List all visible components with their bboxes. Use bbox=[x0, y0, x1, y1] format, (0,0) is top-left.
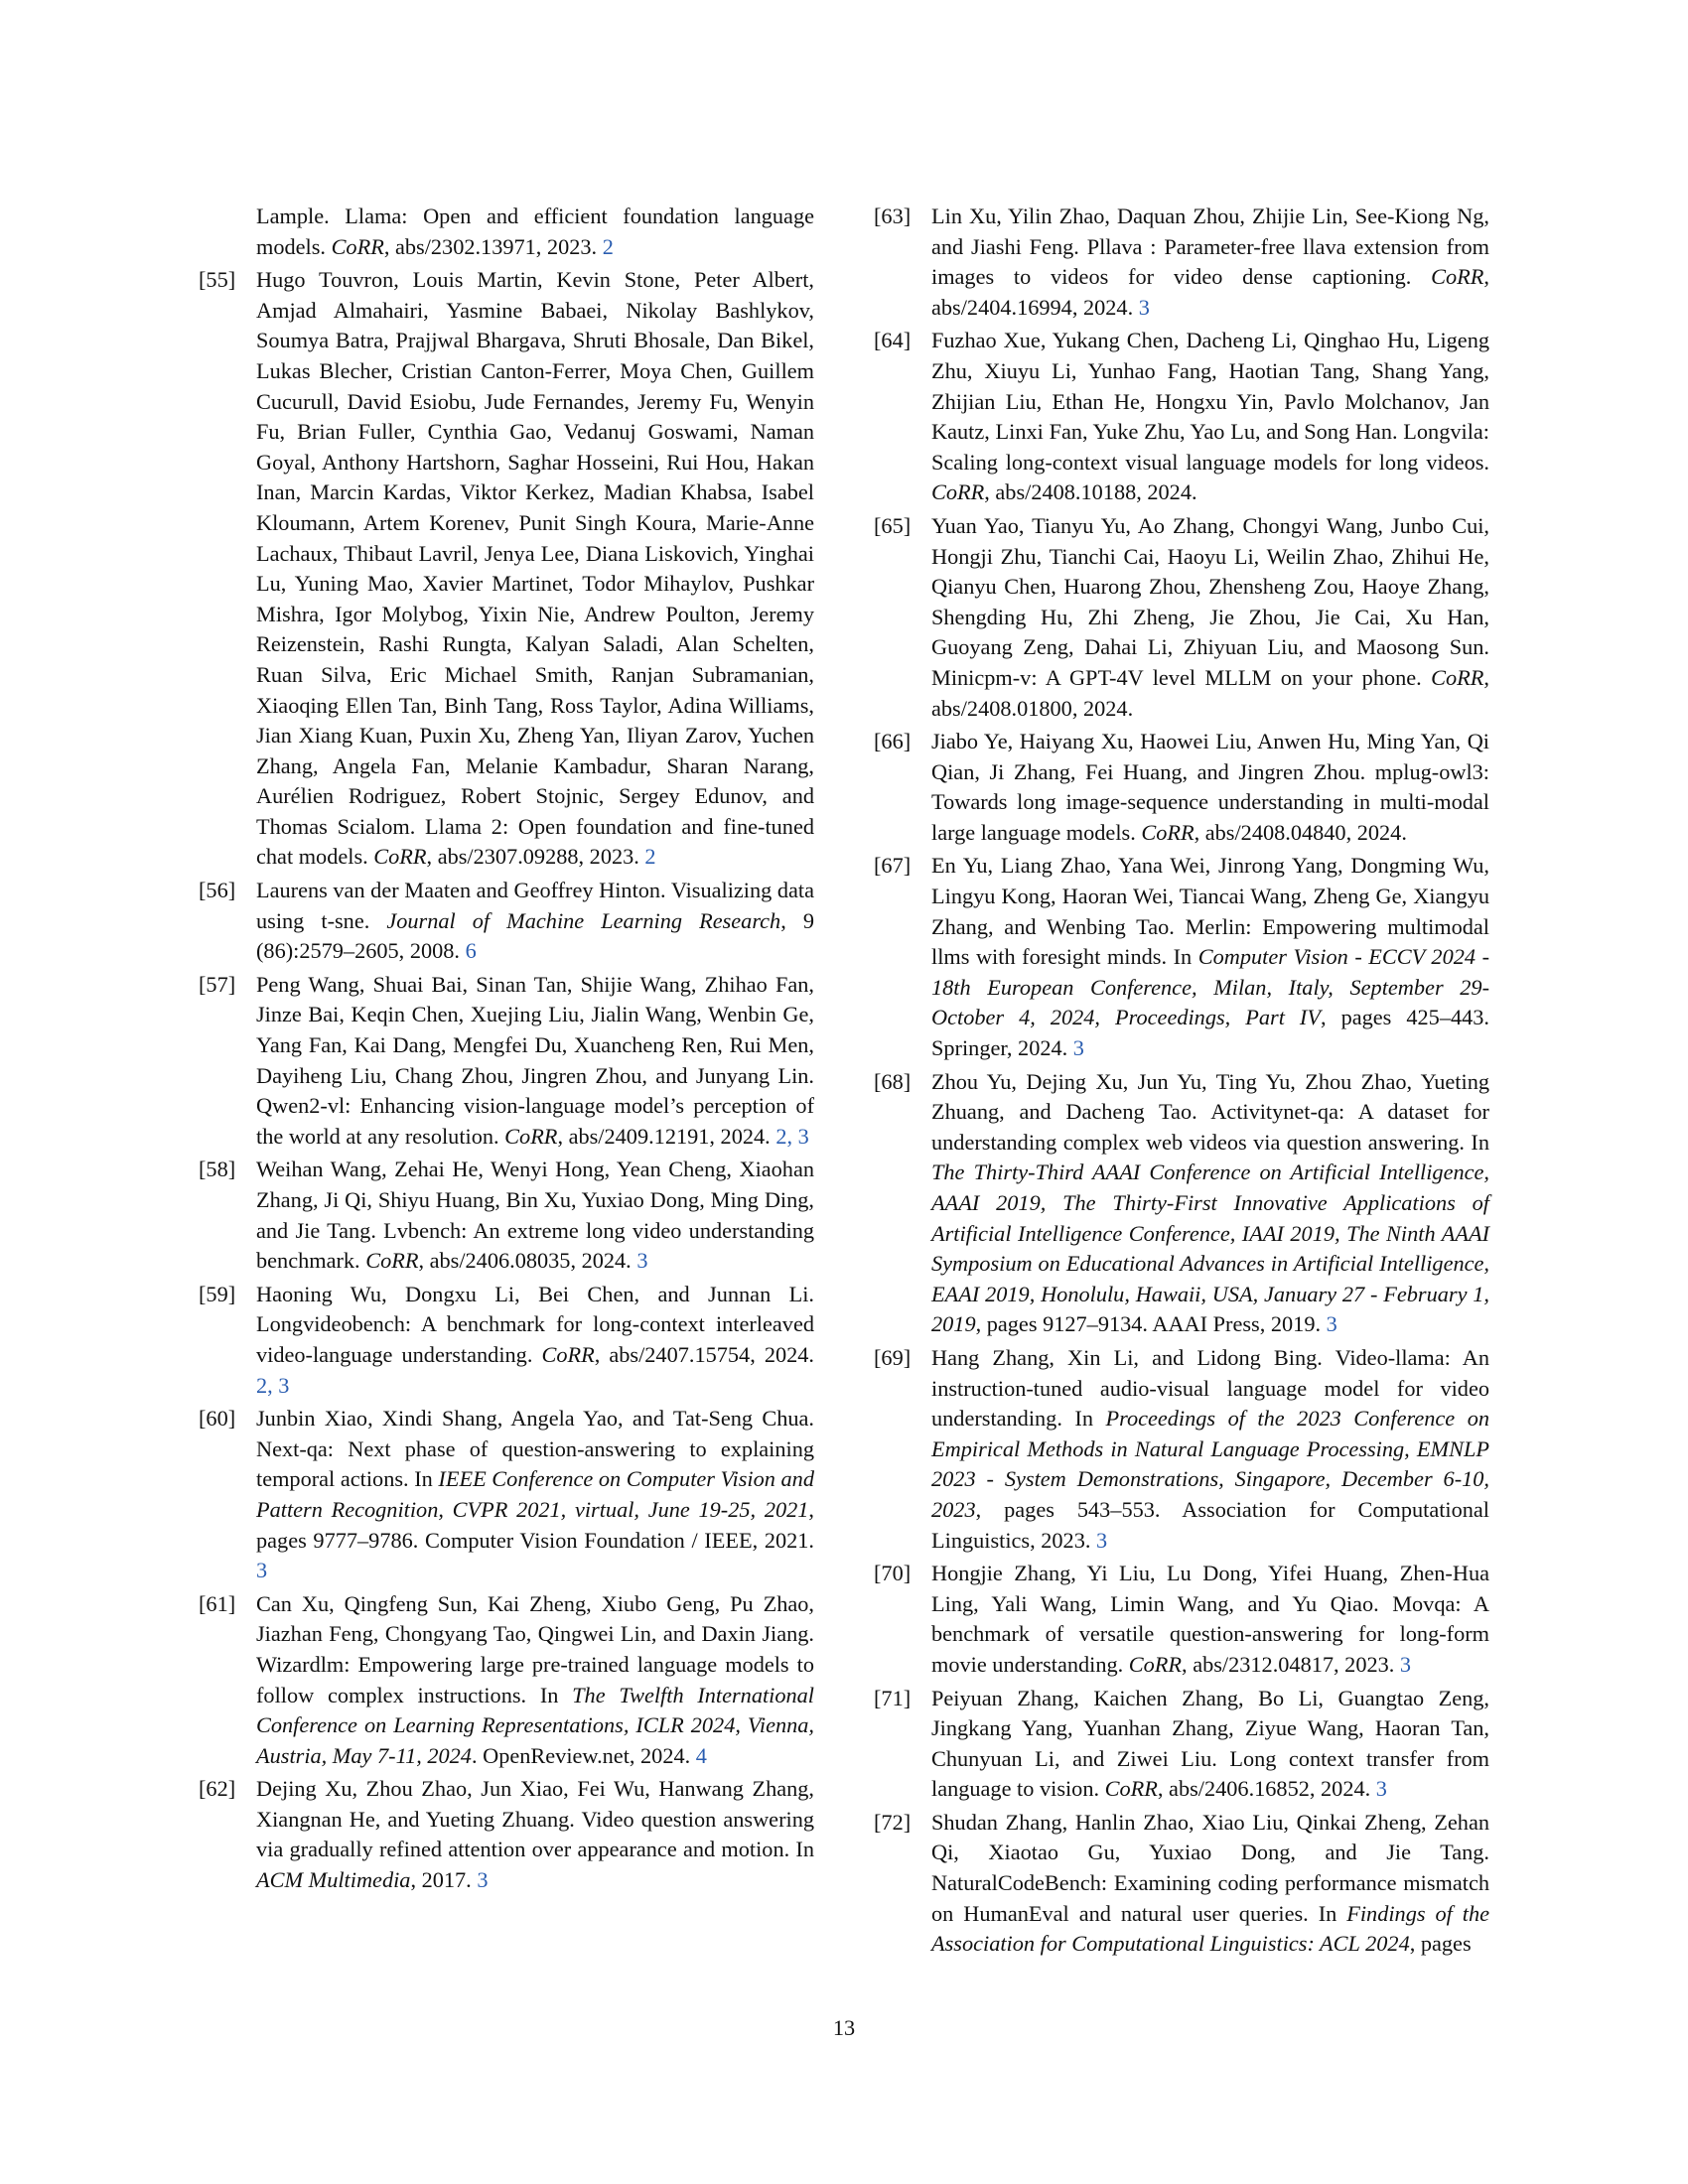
reference-text: Jiabo Ye, Haiyang Xu, Haowei Liu, Anwen Hu, Ming Yan, Qi Qian, Ji Zhang, Fei Huang, and Jingren Zhou. mplug-owl3: Towards long image-sequence understanding in multi-modal large language models. bbox=[931, 729, 1489, 845]
reference-entry bbox=[199, 1404, 814, 1586]
reference-venue: Computer Vision - ECCV 2024 - 18th European Conference, Milan, Italy, September 29-October 4, 2024, Proceedings, Part IV bbox=[931, 944, 1489, 1030]
reference-entry bbox=[199, 1774, 814, 1895]
reference-number: [72] bbox=[874, 1809, 912, 1835]
backref-link[interactable]: 2, 3 bbox=[256, 1372, 290, 1398]
reference-details: , abs/2302.13971, 2023. bbox=[383, 233, 603, 259]
reference-venue: IEEE Conference on Computer Vision and Pattern Recognition, CVPR 2021, virtual, June 19-25, 2021 bbox=[256, 1466, 814, 1522]
reference-text: Hang Zhang, Xin Li, and Lidong Bing. Video-llama: An instruction-tuned audio-visual language model for video understanding. In bbox=[931, 1344, 1489, 1432]
backref-link[interactable]: 3 bbox=[1375, 1776, 1387, 1802]
reference-text: Can Xu, Qingfeng Sun, Kai Zheng, Xiubo Geng, Pu Zhao, Jiazhan Feng, Chongyang Tao, Qingwei Lin, and Daxin Jiang. Wizardlm: Empowering large pre-trained language models to follow complex instructions. In bbox=[256, 1590, 814, 1707]
reference-number: [69] bbox=[874, 1344, 912, 1370]
page-number: 13 bbox=[832, 2015, 856, 2040]
reference-text: Zhou Yu, Dejing Xu, Jun Yu, Ting Yu, Zhou Zhao, Yueting Zhuang, and Dacheng Tao. Activitynet-qa: A dataset for understanding complex web videos via question answering. In bbox=[931, 1068, 1489, 1155]
reference-entry bbox=[199, 970, 814, 1153]
reference-number: [63] bbox=[874, 204, 912, 228]
reference-number: [58] bbox=[199, 1157, 236, 1182]
reference-entry bbox=[874, 511, 1489, 724]
reference-venue: CoRR bbox=[1431, 664, 1484, 690]
reference-venue: CoRR bbox=[373, 844, 427, 870]
reference-text: Laurens van der Maaten and Geoffrey Hinton. Visualizing data using t-sne. bbox=[256, 878, 814, 933]
reference-details: , abs/2307.09288, 2023. bbox=[426, 844, 645, 870]
reference-text: En Yu, Liang Zhao, Yana Wei, Jinrong Yang, Dongming Wu, Lingyu Kong, Haoran Wei, Tiancai Wang, Zheng Ge, Xiangyu Zhang, and Wenbing Tao. Merlin: Empowering multimodal llms with foresight minds. In bbox=[931, 853, 1489, 970]
reference-details: , pages 9777–9786. Computer Vision Foundation / IEEE, 2021. bbox=[256, 1496, 814, 1553]
reference-entry bbox=[874, 1343, 1489, 1556]
reference-number: [64] bbox=[874, 328, 912, 353]
reference-details: , abs/2406.08035, 2024. bbox=[418, 1248, 637, 1274]
reference-text: Lample. Llama: Open and efficient foundation language models. bbox=[256, 204, 814, 259]
backref-link[interactable]: 3 bbox=[477, 1867, 489, 1893]
reference-text: Lin Xu, Yilin Zhao, Daquan Zhou, Zhijie Lin, See-Kiong Ng, and Jiashi Feng. Pllava : Parameter-free llava extension from images to videos for video dense captioning. bbox=[931, 204, 1489, 290]
reference-details: , abs/2408.04840, 2024. bbox=[1194, 819, 1407, 845]
reference-details: , pages 9127–9134. AAAI Press, 2019. bbox=[975, 1311, 1327, 1337]
reference-details: , abs/2404.16994, 2024. bbox=[931, 264, 1489, 320]
reference-venue: CoRR bbox=[365, 1248, 419, 1274]
reference-text: Hongjie Zhang, Yi Liu, Lu Dong, Yifei Huang, Zhen-Hua Ling, Yali Wang, Limin Wang, and Yu Qiao. Movqa: A benchmark of versatile question-answering for long-form movie understanding. bbox=[931, 1561, 1489, 1677]
reference-entry bbox=[874, 1684, 1489, 1805]
reference-venue: CoRR bbox=[1141, 819, 1195, 845]
backref-link[interactable]: 6 bbox=[465, 938, 477, 964]
backref-link[interactable]: 3 bbox=[1326, 1311, 1337, 1337]
reference-text: Shudan Zhang, Hanlin Zhao, Xiao Liu, Qinkai Zheng, Zehan Qi, Xiaotao Gu, Yuxiao Dong, and Jie Tang. NaturalCodeBench: Examining coding performance mismatch on HumanEval and natural user queries. In bbox=[931, 1809, 1489, 1926]
reference-venue: The Twelfth International Conference on Learning Representations, ICLR 2024, Vienna, Austria, May 7-11, 2024 bbox=[256, 1682, 814, 1768]
reference-number: [66] bbox=[874, 729, 912, 754]
reference-entry bbox=[874, 202, 1489, 323]
reference-number: [61] bbox=[199, 1590, 236, 1616]
reference-number: [65] bbox=[874, 512, 912, 538]
reference-details: , abs/2407.15754, 2024. bbox=[594, 1341, 814, 1367]
reference-venue: CoRR bbox=[504, 1123, 558, 1149]
reference-entry bbox=[199, 202, 814, 262]
reference-text: Dejing Xu, Zhou Zhao, Jun Xiao, Fei Wu, Hanwang Zhang, Xiangnan He, and Yueting Zhuang. Video question answering via gradually refined attention over appearance and motion. In bbox=[256, 1776, 814, 1862]
backref-link[interactable]: 4 bbox=[695, 1742, 707, 1768]
backref-link[interactable]: 2 bbox=[602, 233, 614, 259]
reference-entry bbox=[199, 876, 814, 967]
backref-link[interactable]: 3 bbox=[1072, 1035, 1084, 1061]
reference-venue: CoRR bbox=[931, 479, 985, 505]
backref-link[interactable]: 2, 3 bbox=[775, 1123, 809, 1149]
backref-link[interactable]: 3 bbox=[636, 1248, 648, 1274]
reference-text: Peng Wang, Shuai Bai, Sinan Tan, Shijie Wang, Zhihao Fan, Jinze Bai, Keqin Chen, Xuejing Liu, Jialin Wang, Wenbin Ge, Yang Fan, Kai Dang, Mengfei Du, Xuancheng Ren, Rui Men, Dayiheng Liu, Chang Zhou, Jingren Zhou, and Junyang Lin. Qwen2-vl: Enhancing vision-language model’s perception of the world at any resolution. bbox=[256, 971, 814, 1149]
reference-number: [56] bbox=[199, 878, 236, 903]
reference-number: [55] bbox=[199, 267, 236, 293]
right-column bbox=[874, 202, 1489, 1963]
reference-number: [57] bbox=[199, 971, 236, 997]
reference-number: [67] bbox=[874, 853, 912, 879]
reference-venue: CoRR bbox=[1431, 264, 1484, 290]
reference-text: Haoning Wu, Dongxu Li, Bei Chen, and Junnan Li. Longvideobench: A benchmark for long-context interleaved video-language understanding. bbox=[256, 1281, 814, 1367]
reference-details: , abs/2312.04817, 2023. bbox=[1182, 1651, 1400, 1677]
reference-entry bbox=[874, 1559, 1489, 1680]
reference-entry bbox=[874, 1067, 1489, 1340]
reference-venue: Journal of Machine Learning Research bbox=[386, 907, 781, 933]
reference-text: Junbin Xiao, Xindi Shang, Angela Yao, and Tat-Seng Chua. Next-qa: Next phase of question-answering to explaining temporal actions. In bbox=[256, 1406, 814, 1492]
reference-details: , 9 (86):2579–2605, 2008. bbox=[256, 907, 815, 964]
reference-venue: ACM Multimedia bbox=[256, 1867, 411, 1893]
backref-link[interactable]: 3 bbox=[1096, 1527, 1108, 1553]
reference-text: Weihan Wang, Zehai He, Wenyi Hong, Yean Cheng, Xiaohan Zhang, Ji Qi, Shiyu Huang, Bin Xu, Yuxiao Dong, Ming Ding, and Jie Tang. Lvbench: An extreme long video understanding benchmark. bbox=[256, 1157, 814, 1274]
reference-venue: CoRR bbox=[541, 1341, 595, 1367]
backref-link[interactable]: 3 bbox=[1138, 294, 1150, 320]
reference-entry bbox=[874, 851, 1489, 1063]
reference-entry bbox=[199, 1155, 814, 1276]
reference-details: , 2017. bbox=[410, 1867, 478, 1893]
reference-number: [60] bbox=[199, 1406, 236, 1432]
reference-venue: CoRR bbox=[331, 233, 384, 259]
left-column bbox=[199, 202, 814, 1899]
reference-number: [59] bbox=[199, 1281, 236, 1306]
reference-number: [70] bbox=[874, 1561, 912, 1586]
reference-text: Peiyuan Zhang, Kaichen Zhang, Bo Li, Guangtao Zeng, Jingkang Yang, Yuanhan Zhang, Ziyue Wang, Haoran Tan, Chunyuan Li, and Ziwei Liu. Long context transfer from language to vision. bbox=[931, 1685, 1489, 1802]
reference-details: , abs/2406.16852, 2024. bbox=[1157, 1776, 1376, 1802]
reference-venue: Findings of the Association for Computational Linguistics: ACL 2024 bbox=[931, 1900, 1489, 1957]
backref-link[interactable]: 3 bbox=[1399, 1651, 1412, 1677]
reference-venue: CoRR bbox=[1104, 1776, 1158, 1802]
backref-link[interactable]: 3 bbox=[256, 1558, 268, 1583]
reference-text: Yuan Yao, Tianyu Yu, Ao Zhang, Chongyi Wang, Junbo Cui, Hongji Zhu, Tianchi Cai, Haoyu Li, Weilin Zhao, Zhihui He, Qianyu Chen, Huarong Zhou, Zhensheng Zou, Haoye Zhang, Shengding Hu, Zhi Zheng, Jie Zhou, Jie Cai, Xu Han, Guoyang Zeng, Dahai Li, Zhiyuan Liu, and Maosong Sun. Minicpm-v: A GPT-4V level MLLM on your phone. bbox=[931, 512, 1489, 690]
reference-entry bbox=[874, 1808, 1489, 1960]
reference-number: [62] bbox=[199, 1776, 236, 1802]
reference-venue: Proceedings of the 2023 Conference on Empirical Methods in Natural Language Processing, EMNLP 2023 - System Demonstrations, Singapore, December 6-10, 2023 bbox=[931, 1406, 1489, 1522]
reference-details: , pages 543–553. Association for Computational Linguistics, 2023. bbox=[931, 1496, 1489, 1553]
reference-number: [71] bbox=[874, 1685, 912, 1710]
reference-venue: The Thirty-Third AAAI Conference on Artificial Intelligence, AAAI 2019, The Thirty-First Innovative Applications of Artificial Intelligence Conference, IAAI 2019, The Ninth AAAI Symposium on Educational Advances in Artificial Intelligence, EAAI 2019, Honolulu, Hawaii, USA, January 27 - February 1, 2019 bbox=[931, 1160, 1489, 1337]
reference-entry bbox=[874, 727, 1489, 848]
reference-entry bbox=[199, 1589, 814, 1772]
reference-details: , abs/2408.01800, 2024. bbox=[931, 664, 1489, 721]
reference-details: , abs/2408.10188, 2024. bbox=[984, 479, 1197, 505]
reference-text: Fuzhao Xue, Yukang Chen, Dacheng Li, Qinghao Hu, Ligeng Zhu, Xiuyu Li, Yunhao Fang, Haotian Tang, Shang Yang, Zhijian Liu, Ethan He, Hongxu Yin, Pavlo Molchanov, Jan Kautz, Linxi Fan, Yuke Zhu, Yao Lu, and Song Han. Longvila: Scaling long-context visual language models for long videos. bbox=[931, 328, 1489, 475]
reference-details: . OpenReview.net, 2024. bbox=[471, 1742, 696, 1768]
backref-link[interactable]: 2 bbox=[644, 844, 656, 870]
reference-entry bbox=[874, 326, 1489, 508]
reference-number: [68] bbox=[874, 1068, 912, 1094]
reference-entry bbox=[199, 1280, 814, 1401]
reference-entry bbox=[199, 265, 814, 873]
reference-venue: CoRR bbox=[1128, 1651, 1183, 1677]
reference-details: , abs/2409.12191, 2024. bbox=[557, 1123, 776, 1149]
reference-details: , pages bbox=[1409, 1931, 1472, 1957]
reference-text: Hugo Touvron, Louis Martin, Kevin Stone, Peter Albert, Amjad Almahairi, Yasmine Babaei, Nikolay Bashlykov, Soumya Batra, Prajjwal Bhargava, Shruti Bhosale, Dan Bikel, Lukas Blecher, Cristian Canton-Ferrer, Moya Chen, Guillem Cucurull, David Esiobu, Jude Fernandes, Jeremy Fu, Wenyin Fu, Brian Fuller, Cynthia Gao, Vedanuj Goswami, Naman Goyal, Anthony Hartshorn, Saghar Hosseini, Rui Hou, Hakan Inan, Marcin Kardas, Viktor Kerkez, Madian Khabsa, Isabel Kloumann, Artem Korenev, Punit Singh Koura, Marie-Anne Lachaux, Thibaut Lavril, Jenya Lee, Diana Liskovich, Yinghai Lu, Yuning Mao, Xavier Martinet, Todor Mihaylov, Pushkar Mishra, Igor Molybog, Yixin Nie, Andrew Poulton, Jeremy Reizenstein, Rashi Rungta, Kalyan Saladi, Alan Schelten, Ruan Silva, Eric Michael Smith, Ranjan Subramanian, Xiaoqing Ellen Tan, Binh Tang, Ross Taylor, Adina Williams, Jian Xiang Kuan, Puxin Xu, Zheng Yan, Iliyan Zarov, Yuchen Zhang, Angela Fan, Melanie Kambadur, Sharan Narang, Aurélien Rodriguez, Robert Stojnic, Sergey Edunov, and Thomas Scialom. Llama 2: Open foundation and fine-tuned chat models. bbox=[256, 267, 814, 870]
reference-details: , pages 425–443. Springer, 2024. bbox=[931, 1005, 1489, 1061]
